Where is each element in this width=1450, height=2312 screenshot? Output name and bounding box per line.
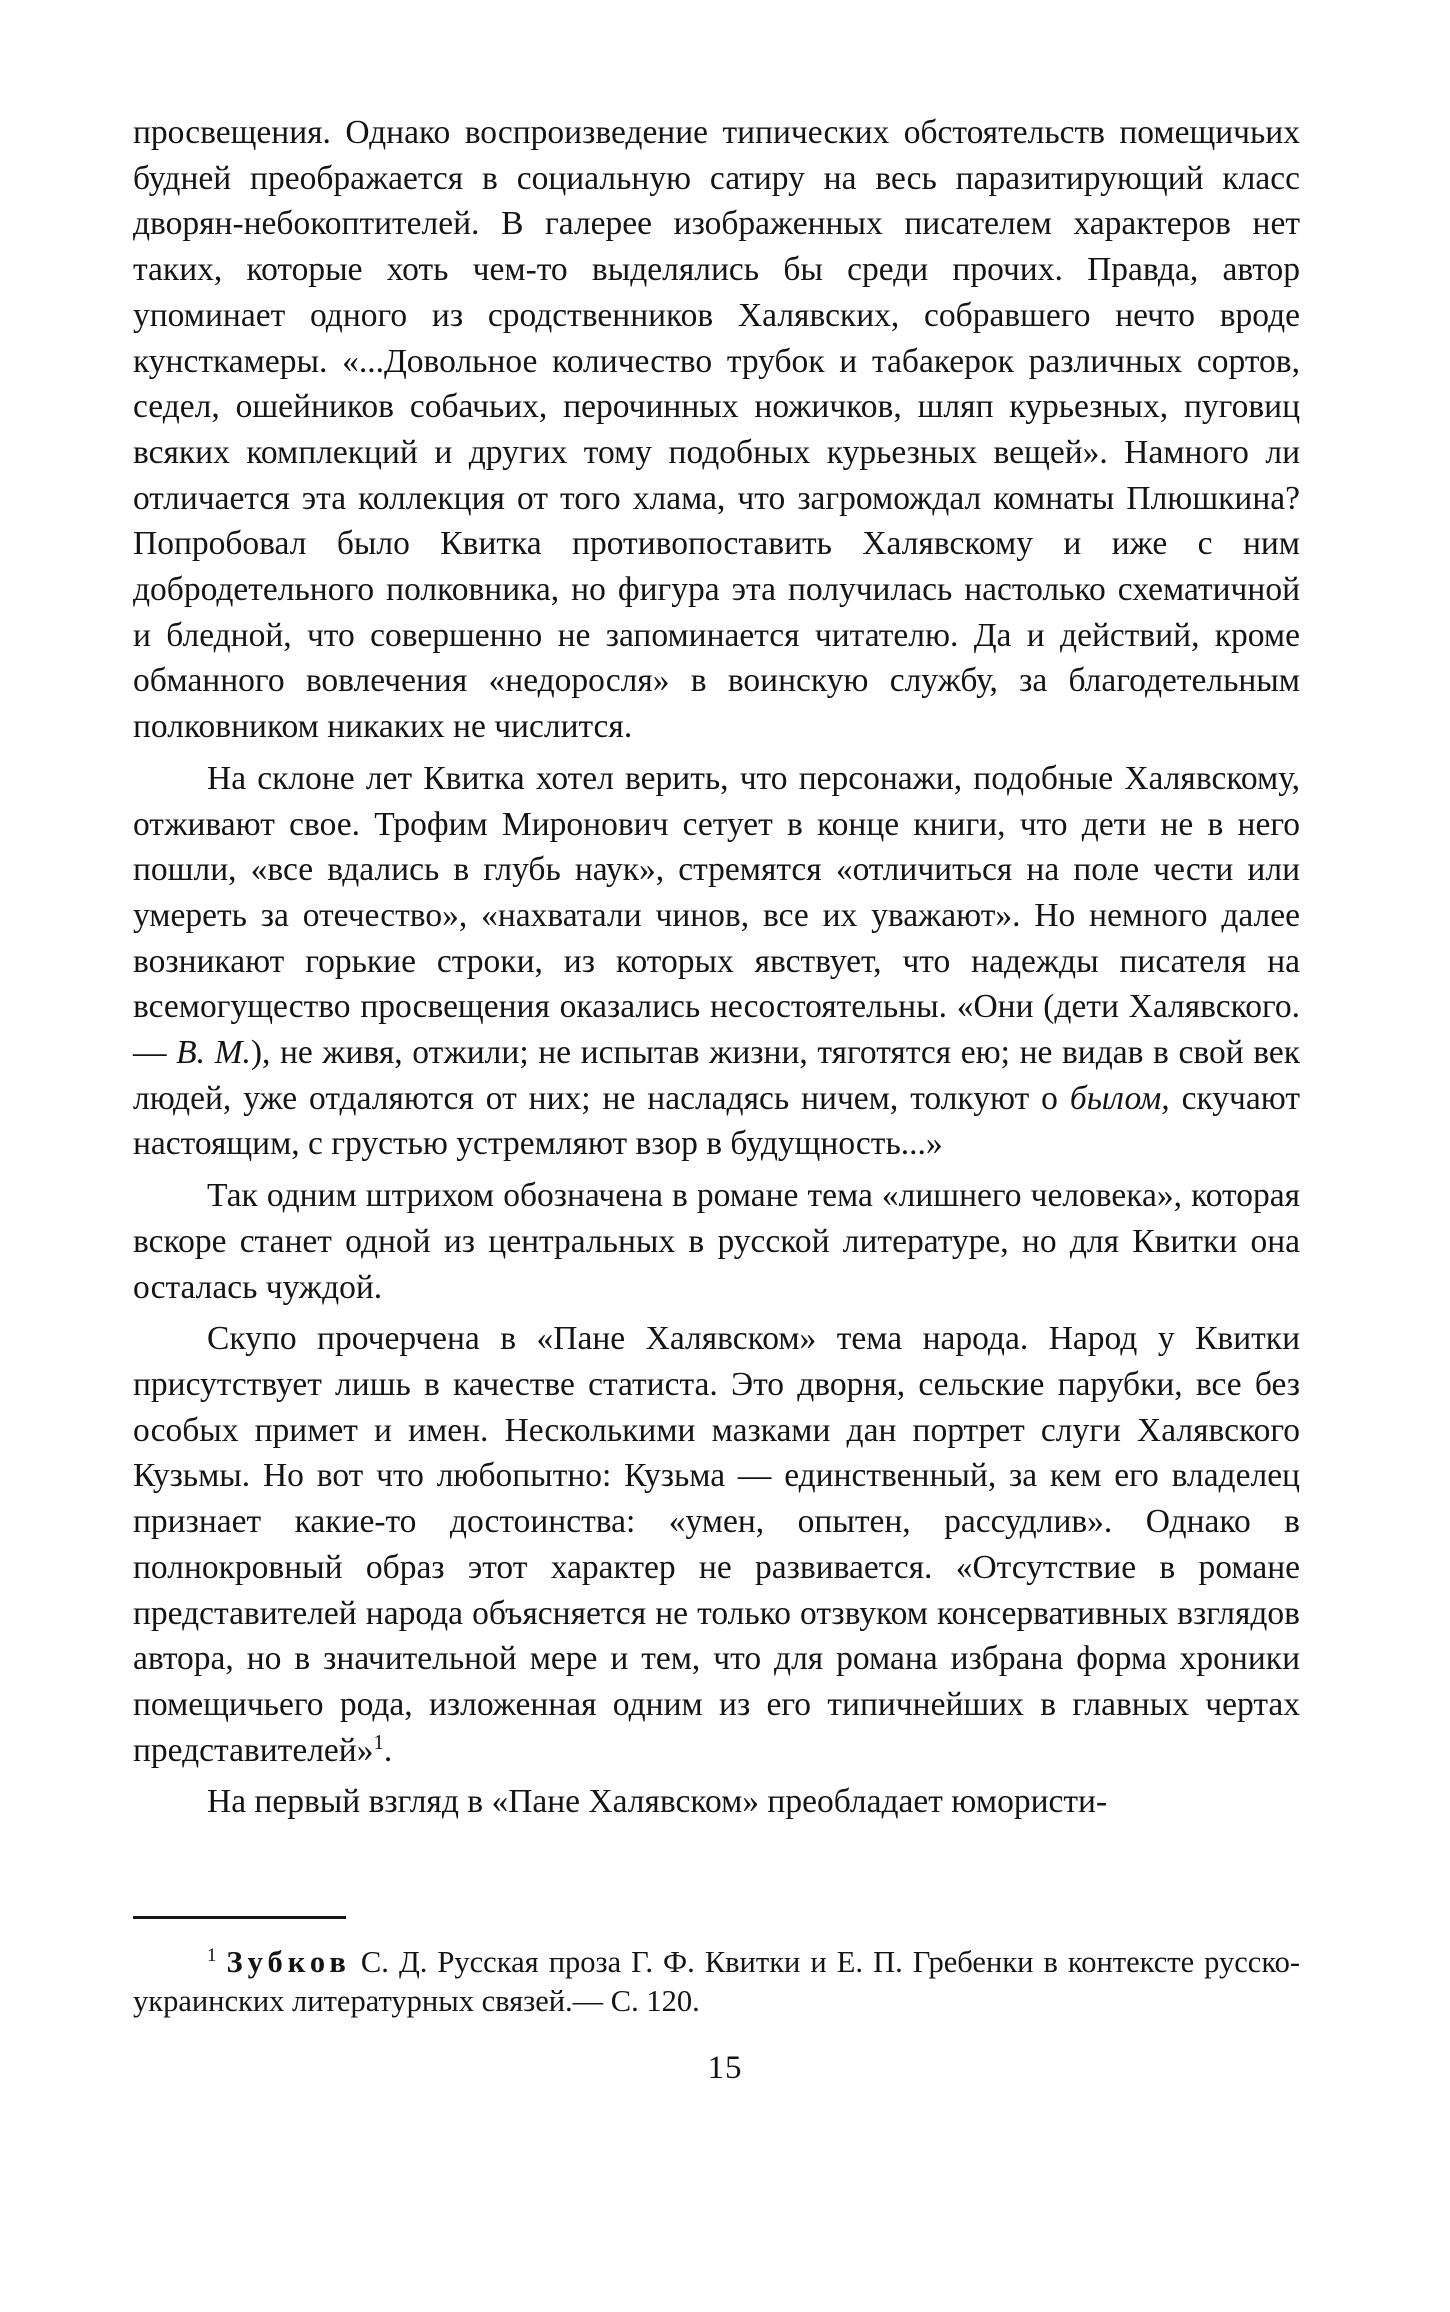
paragraph-2-initials: В. М. <box>176 1034 251 1072</box>
paragraph-2-italic-word: былом, <box>1069 1079 1170 1117</box>
paragraph-2-start: На склоне лет Квитка хотел верить, что персонажи, подобные Халявскому, отживают свое. Трофим Миронович сетует в конце книги, что дети не в него пошли, «все вдались в глубь наук», стремятся «отличиться на поле чести или умереть за отечество», «нахватали чинов, все их уважают». Но немного далее возникают горькие строки, из которых явствует, что надежды писателя на всемогущество просвещения оказались несостоятельны. «Они (дети Халявского.— <box>133 759 1300 1072</box>
paragraph-4: Скупо прочерчена в «Пане Халявском» тема народа. Народ у Квитки присутствует лишь в качестве статиста. Это дворня, сельские парубки, все без особых примет и имен. Несколькими мазками дан портрет слуги Халявского Кузьмы. Но вот что любопытно: Кузьма — единственный, за кем его владелец признает какие-то достоинства: «умен, опытен, рассудлив». Однако в полнокровный образ этот характер не развивается. «Отсутствие в романе представителей народа объясняется не только отзвуком консервативных взглядов автора, но в значительной мере и тем, что для романа избрана форма хроники помещичьего рода, изложенная одним из его типичнейших в главных чертах представителей»$^1$. <box>133 1320 1300 1769</box>
paragraph-4-text: Скупо прочерчена в «Пане Халявском» тема народа. Народ у Квитки присутствует лишь в качестве статиста. Это дворня, сельские парубки, все без особых примет и имен. Несколькими мазками дан портрет слуги Халявского Кузьмы. Но вот что любопытно: Кузьма — единственный, за кем его владелец признает какие-то достоинства: «умен, опытен, рассудлив». Однако в полнокровный образ этот характер не развивается. «Отсутствие в романе представителей народа объясняется не только отзвуком консервативных взглядов автора, но в значительной мере и тем, что для романа избрана форма хроники помещичьего рода, изложенная одним из его типичнейших в главных чертах представителей» <box>133 1320 1300 1769</box>
paragraph-1: просвещения. Однако воспроизведение типических обстоятельств помещичьих будней преображается в социальную сатиру на весь паразитирующий класс дворян-небокоптителей. В галерее изображенных писателем характеров нет таких, которые хоть чем-то выделялись бы среди прочих. Правда, автор упоминает одного из сродственников Халявских, собравшего нечто вроде кунсткамеры. «...Довольное количество трубок и табакерок различных сортов, седел, ошейников собачьих, перочинных ножичков, шляп курьезных, пуговиц всяких комплекций и других тому подобных курьезных вещей». Намного ли отличается эта коллекция от того хлама, что загромождал комнаты Плюшкина? Попробовал было Квитка противопоставить Халявскому и иже с ним добродетельного полковника, но фигура эта получилась настолько схематичной и бледной, что совершенно не запоминается читателю. Да и действий, кроме обманного вовлечения «недоросля» в воинскую службу, за благодетельным полковником никаких не числится. <box>133 114 1300 746</box>
paragraph-2 <box>133 756 1300 1167</box>
page-body <box>133 110 1300 2021</box>
footnote-reference[interactable]: 1 <box>373 1730 384 1754</box>
paragraph-2-middle: ), не живя, отжили; не испытав жизни, тяготятся ею; не видав в свой век людей, уже отдаляются от них; не насладясь ничем, толкуют о <box>133 1034 1301 1117</box>
paragraph-2-end: скучают настоящим, с грустью устремляют взор в будущность...» <box>133 1079 1301 1163</box>
footnote-author: Зубков <box>226 1945 351 1980</box>
footnote-divider <box>133 1916 346 1919</box>
footnote-text: С. Д. Русская проза Г. Ф. Квитки и Е. П. Гребенки в контексте русско-украинских литературных связей.— С. 120. <box>133 1945 1301 2019</box>
footnote <box>133 1943 1300 2021</box>
footnote-number: 1 <box>207 1944 217 1966</box>
page-number: 15 <box>707 2050 743 2086</box>
paragraph-3: Так одним штрихом обозначена в романе тема «лишнего человека», которая вскоре станет одной из центральных в русской литературе, но для Квитки она осталась чуждой. <box>133 1177 1300 1306</box>
paragraph-5: На первый взгляд в «Пане Халявском» преобладает юмористи- <box>207 1783 1108 1821</box>
